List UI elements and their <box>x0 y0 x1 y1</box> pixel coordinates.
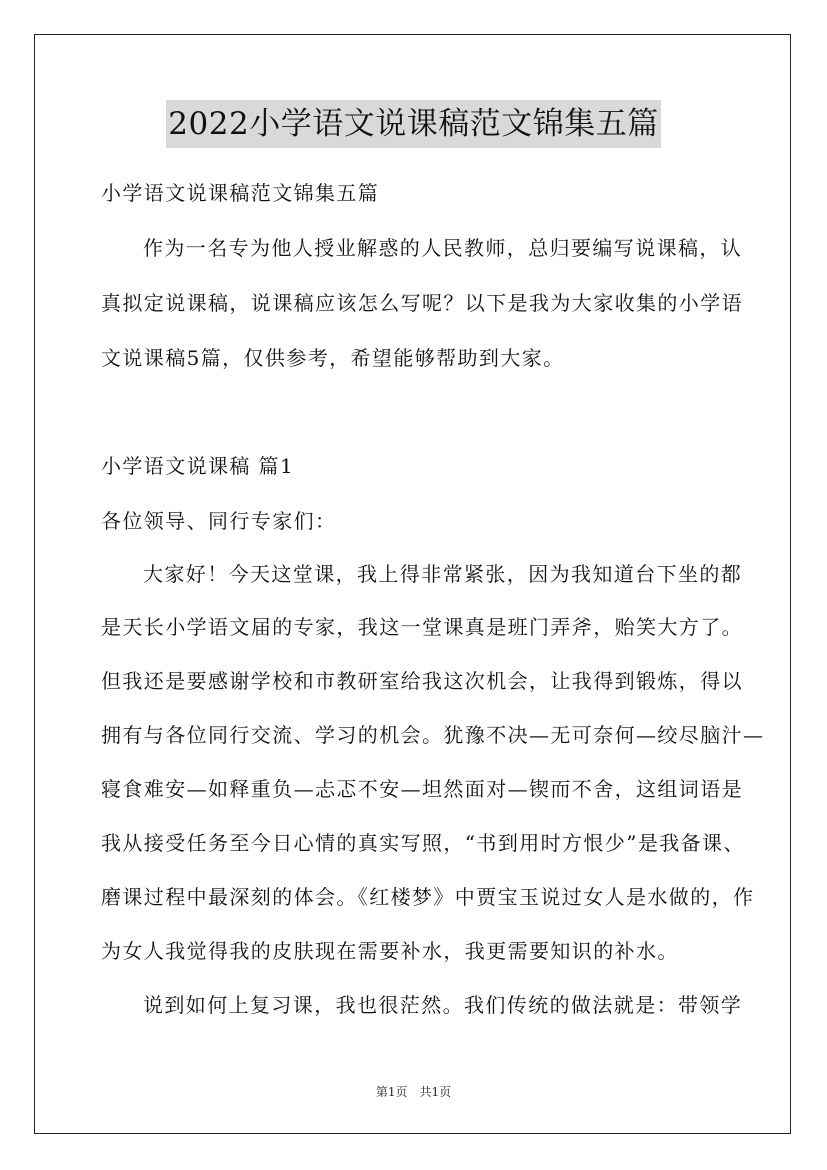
document-subtitle: 小学语文说课稿范文锦集五篇 <box>101 181 380 205</box>
section-heading: 小学语文说课稿 篇1 <box>101 454 295 478</box>
intro-line-3: 文说课稿5篇，仅供参考，希望能够帮助到大家。 <box>101 346 565 370</box>
intro-line-2: 真拟定说课稿，说课稿应该怎么写呢？以下是我为大家收集的小学语 <box>101 291 743 315</box>
body-line-6: 我从接受任务至今日心情的真实写照，“书到用时方恨少”是我备课、 <box>101 831 745 855</box>
body-line-8: 为女人我觉得我的皮肤现在需要补水，我更需要知识的补水。 <box>101 939 679 963</box>
body-line-9: 说到如何上复习课，我也很茫然。我们传统的做法就是：带领学 <box>143 993 743 1017</box>
salutation: 各位领导、同行专家们： <box>101 509 337 533</box>
page-number: 第1页 共1页 <box>375 1085 452 1099</box>
body-line-2: 是天长小学语文届的专家，我这一堂课真是班门弄斧，贻笑大方了。 <box>101 615 743 639</box>
body-line-7: 磨课过程中最深刻的体会。《红楼梦》中贾宝玉说过女人是水做的，作 <box>101 885 755 909</box>
body-line-3: 但我还是要感谢学校和市教研室给我这次机会，让我得到锻炼，得以 <box>101 669 743 693</box>
body-line-1: 大家好！今天这堂课，我上得非常紧张，因为我知道台下坐的都 <box>143 562 743 586</box>
document-title: 2022小学语文说课稿范文锦集五篇 <box>166 100 660 148</box>
body-line-5: 寝食难安—如释重负—忐忑不安—坦然面对—锲而不舍，这组词语是 <box>101 777 743 801</box>
title-container <box>0 100 827 148</box>
intro-line-1: 作为一名专为他人授业解惑的人民教师，总归要编写说课稿，认 <box>143 236 743 260</box>
body-line-4: 拥有与各位同行交流、学习的机会。犹豫不决—无可奈何—绞尽脑汁— <box>101 723 765 747</box>
